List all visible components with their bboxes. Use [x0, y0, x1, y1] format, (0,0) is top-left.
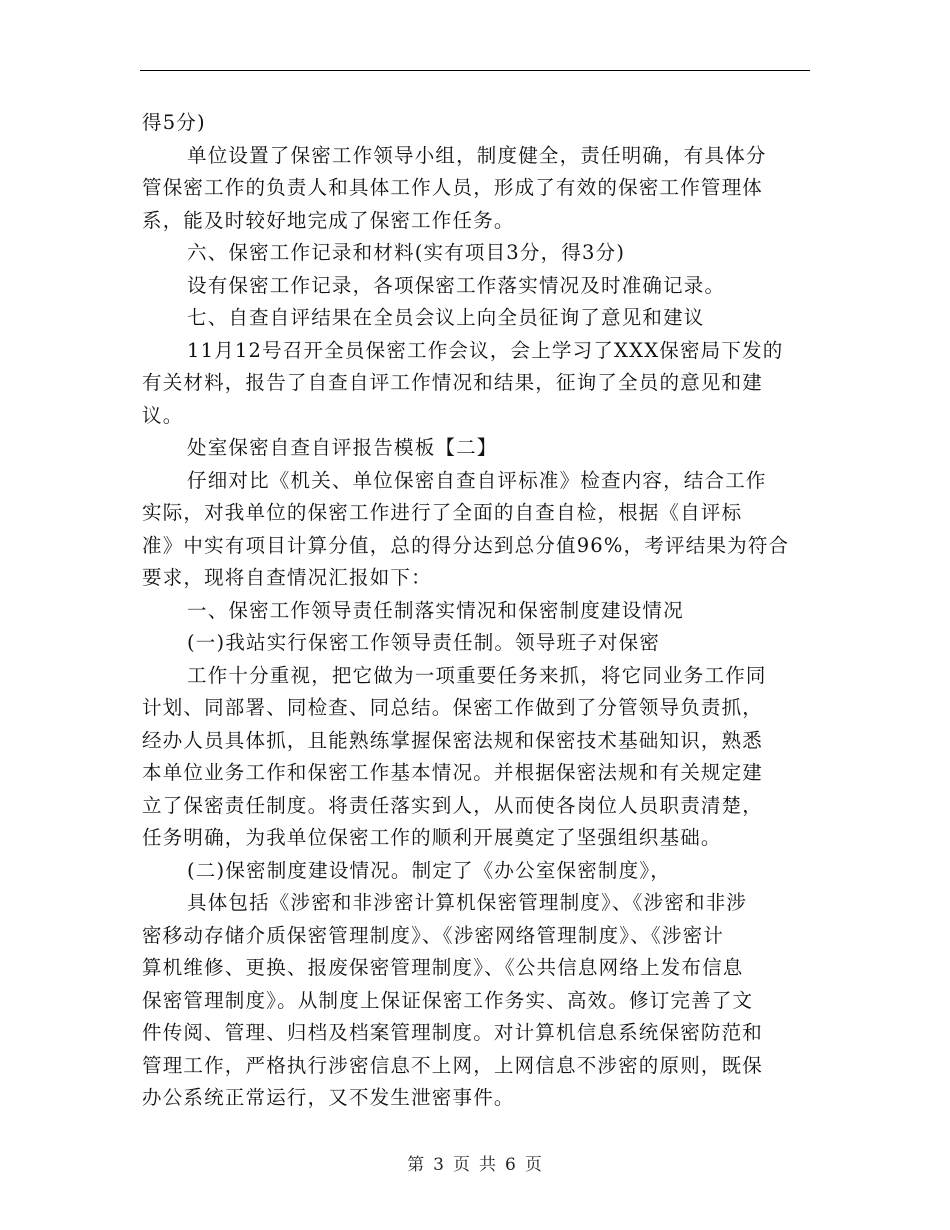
text-line: (一)我站实行保密工作领导责任制。领导班子对保密 — [187, 631, 661, 654]
text-line: 设有保密工作记录，各项保密工作落实情况及时准确记录。 — [187, 273, 726, 297]
text-line: 算机维修、更换、报废保密管理制度》、《公共信息网络上发布信息 — [142, 956, 744, 979]
text-line: 单位设置了保密工作领导小组，制度健全，责任明确，有具体分 — [187, 143, 767, 167]
text-line: 处室保密自查自评报告模板【二】 — [187, 436, 498, 459]
page-footer — [0, 1150, 950, 1175]
text-line: 件传阅、管理、归档及档案管理制度。对计算机信息系统保密防范和 — [142, 1021, 764, 1044]
header-rule — [140, 70, 810, 71]
text-line: 本单位业务工作和保密工作基本情况。并根据保密法规和有关规定建 — [142, 761, 764, 784]
text-line: 六、保密工作记录和材料(实有项目3分，得3分) — [187, 241, 626, 264]
text-line: 办公系统正常运行，又不发生泄密事件。 — [142, 1086, 515, 1109]
text-line: 管保密工作的负责人和具体工作人员，形成了有效的保密工作管理体 — [142, 176, 764, 199]
text-line: 保密管理制度》。从制度上保证保密工作务实、高效。修订完善了文 — [142, 988, 754, 1012]
footer-di: 第 — [407, 1155, 426, 1175]
footer-gong: 共 — [479, 1155, 497, 1175]
text-line: 准》中实有项目计算分值，总的得分达到总分值96%，考评结果为符合 — [142, 533, 790, 557]
text-line: 有关材料，报告了自查自评工作情况和结果，征询了全员的意见和建 — [142, 371, 764, 394]
text-line: 要求，现将自查情况汇报如下： — [142, 566, 432, 589]
text-line: 11月12号召开全员保密工作会议，会上学习了XXX保密局下发的 — [187, 338, 784, 362]
text-line: 仔细对比《机关、单位保密自查自评标准》检查内容，结合工作 — [187, 468, 767, 492]
text-line: 议。 — [142, 403, 184, 427]
footer-total-pages: 6 — [505, 1155, 517, 1175]
footer-ye: 页 — [453, 1155, 471, 1175]
text-line: 七、自查自评结果在全员会议上向全员征询了意见和建议 — [187, 306, 705, 329]
text-line: 工作十分重视，把它做为一项重要任务来抓，将它同业务工作同 — [187, 663, 767, 687]
footer-page-number: 3 — [433, 1155, 445, 1175]
text-line: 得5分) — [142, 111, 206, 134]
document-body — [142, 107, 810, 1115]
text-line: 实际，对我单位的保密工作进行了全面的自查自检，根据《自评标 — [142, 501, 743, 524]
text-line: 任务明确，为我单位保密工作的顺利开展奠定了坚强组织基础。 — [142, 826, 722, 849]
text-line: (二)保密制度建设情况。制定了《办公室保密制度》， — [187, 858, 671, 882]
text-line: 一、保密工作领导责任制落实情况和保密制度建设情况 — [187, 598, 684, 622]
footer-ye-2: 页 — [524, 1155, 543, 1175]
text-line: 计划、同部署、同检查、同总结。保密工作做到了分管领导负责抓， — [142, 696, 764, 719]
text-line: 立了保密责任制度。将责任落实到人，从而使各岗位人员职责清楚， — [142, 793, 764, 817]
text-line: 具体包括《涉密和非涉密计算机保密管理制度》、《涉密和非涉 — [187, 891, 748, 914]
text-line: 管理工作，严格执行涉密信息不上网，上网信息不涉密的原则，既保 — [142, 1053, 764, 1077]
text-line: 经办人员具体抓，且能熟练掌握保密法规和保密技术基础知识，熟悉 — [142, 728, 764, 752]
text-line: 系，能及时较好地完成了保密工作任务。 — [142, 208, 515, 232]
text-line: 密移动存储介质保密管理制度》、《涉密网络管理制度》、《涉密计 — [142, 923, 725, 947]
